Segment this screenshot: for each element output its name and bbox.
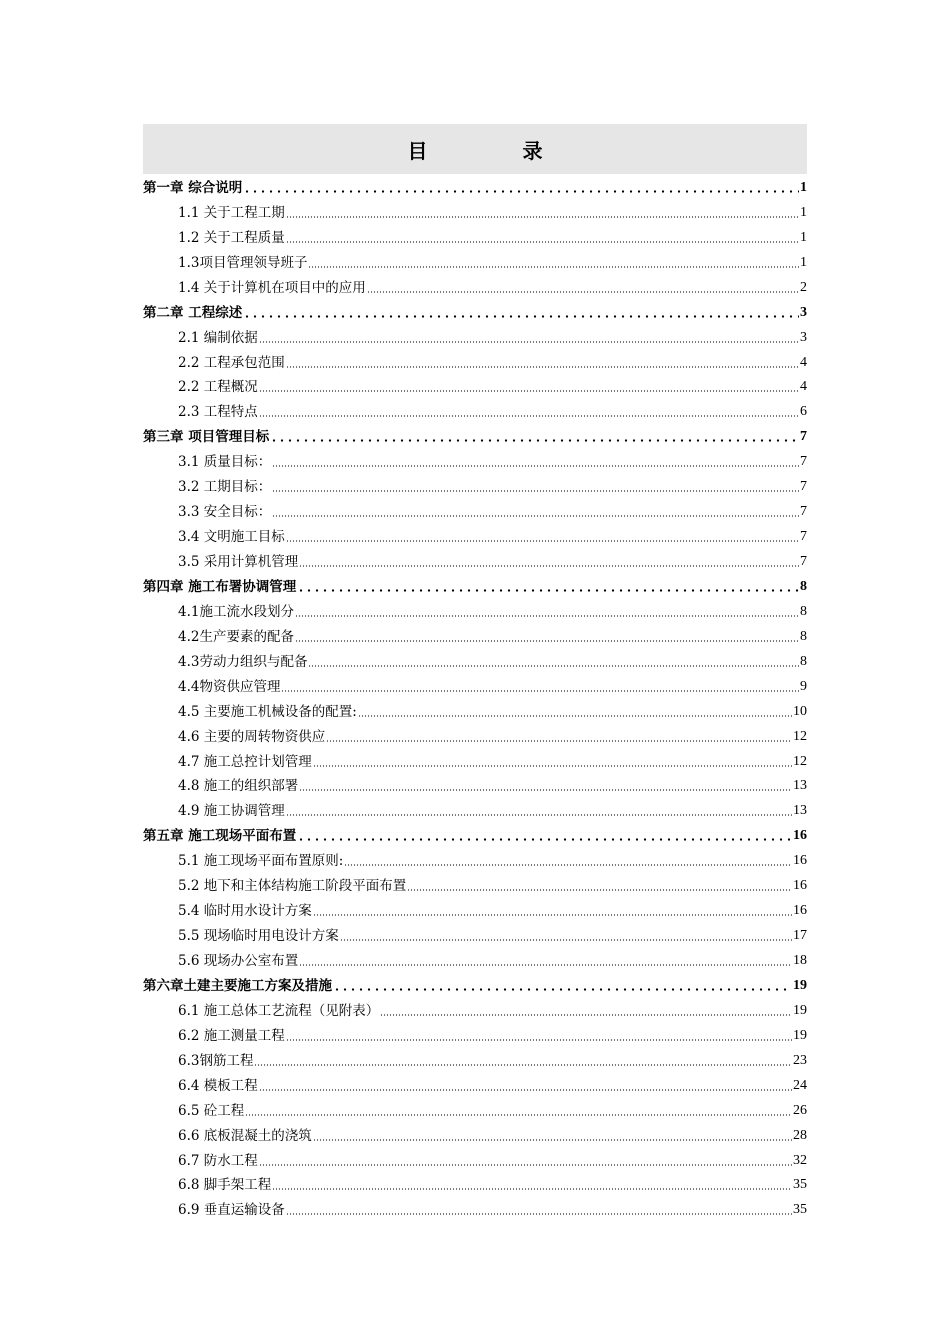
toc-dot-leader	[272, 465, 799, 467]
toc-entry-label: 2.3 工程特点	[178, 404, 258, 421]
toc-section-entry[interactable]	[143, 1196, 807, 1221]
toc-dot-leader	[326, 740, 792, 742]
toc-entry-label: 4.7 施工总控计划管理	[178, 753, 312, 770]
toc-section-entry[interactable]	[143, 1122, 807, 1147]
toc-section-entry[interactable]	[143, 623, 807, 648]
toc-section-entry[interactable]	[143, 1172, 807, 1197]
toc-section-entry[interactable]	[143, 673, 807, 698]
toc-dot-leader	[259, 1164, 792, 1166]
toc-entry-label: 1.4 关于计算机在项目中的应用	[178, 279, 366, 296]
toc-entry-label: 3.4 文明施工目标	[178, 529, 285, 546]
toc-entry-page-number: 35	[793, 1202, 807, 1218]
toc-dot-leader	[299, 789, 792, 791]
toc-entry-page-number: 19	[793, 977, 807, 993]
toc-entry-page-number: 8	[800, 628, 807, 644]
toc-entry-page-number: 7	[800, 529, 807, 545]
toc-entry-label: 2.1 编制依据	[178, 329, 258, 346]
toc-entry-label: 4.3劳动力组织与配备	[178, 653, 308, 670]
toc-entry-page-number: 1	[800, 204, 807, 220]
toc-entry-label: 4.1施工流水段划分	[178, 603, 294, 620]
toc-dot-leader	[272, 490, 799, 492]
toc-section-entry[interactable]	[143, 698, 807, 723]
toc-entry-label: 6.4 模板工程	[178, 1077, 258, 1094]
toc-entry-page-number: 35	[793, 1177, 807, 1193]
toc-dot-leader	[358, 715, 792, 717]
toc-entry-page-number: 10	[793, 703, 807, 719]
toc-dot-leader	[286, 540, 799, 542]
toc-section-entry[interactable]	[143, 548, 807, 573]
toc-entry-label: 4.9 施工协调管理	[178, 803, 285, 820]
toc-entry-label: 6.7 防水工程	[178, 1152, 258, 1169]
toc-entry-page-number: 2	[800, 279, 807, 295]
toc-entry-label: 6.2 施工测量工程	[178, 1027, 285, 1044]
toc-dot-leader	[299, 964, 792, 966]
toc-dot-leader	[295, 615, 799, 617]
toc-dot-leader	[286, 1213, 792, 1215]
toc-section-entry[interactable]	[143, 997, 807, 1022]
toc-entry-label: 3.3 安全目标：	[178, 504, 272, 521]
toc-entry-label: 4.6 主要的周转物资供应	[178, 728, 326, 745]
toc-section-entry[interactable]	[143, 773, 807, 798]
toc-entry-label: 5.5 现场临时用电设计方案	[178, 928, 339, 945]
toc-section-entry[interactable]	[143, 1072, 807, 1097]
toc-entry-page-number: 13	[793, 778, 807, 794]
toc-entry-page-number: 7	[800, 504, 807, 520]
toc-chapter-entry[interactable]	[143, 174, 807, 199]
toc-section-entry[interactable]	[143, 723, 807, 748]
toc-section-entry[interactable]	[143, 199, 807, 224]
toc-dot-leader	[243, 190, 799, 193]
toc-entry-label: 3.5 采用计算机管理	[178, 554, 299, 570]
toc-entry-label: 第六章土建主要施工方案及措施	[143, 977, 332, 994]
toc-entry-label: 5.6 现场办公室布置	[178, 953, 299, 969]
toc-entry-label: 6.5 砼工程	[178, 1102, 245, 1119]
toc-dot-leader	[313, 1139, 792, 1141]
toc-section-entry[interactable]	[143, 374, 807, 399]
toc-entry-page-number: 8	[800, 653, 807, 669]
toc-section-entry[interactable]	[143, 922, 807, 947]
toc-entry-label: 4.4物资供应管理	[178, 678, 281, 695]
toc-dot-leader	[259, 415, 799, 417]
toc-dot-leader	[313, 914, 792, 916]
toc-entry-page-number: 7	[800, 429, 807, 445]
toc-dot-leader	[272, 1188, 792, 1190]
toc-section-entry[interactable]	[143, 349, 807, 374]
toc-entry-label: 第一章 综合说明	[143, 179, 243, 196]
toc-entry-page-number: 6	[800, 404, 807, 420]
toc-dot-leader	[281, 690, 799, 692]
toc-dot-leader	[259, 1089, 792, 1091]
toc-dot-leader	[308, 665, 799, 667]
toc-entry-label: 6.1 施工总体工艺流程（见附表）	[178, 1002, 380, 1019]
toc-chapter-entry[interactable]	[143, 299, 807, 324]
toc-section-entry[interactable]	[143, 498, 807, 523]
toc-section-entry[interactable]	[143, 473, 807, 498]
toc-dot-leader	[259, 390, 799, 392]
toc-dot-leader	[308, 266, 799, 268]
toc-entry-page-number: 3	[800, 329, 807, 345]
toc-section-entry[interactable]	[143, 324, 807, 349]
toc-entry-label: 6.8 脚手架工程	[178, 1177, 272, 1194]
toc-entry-label: 5.1 施工现场平面布置原则:	[178, 853, 344, 870]
toc-entry-label: 第五章 施工现场平面布置	[143, 828, 297, 845]
toc-section-entry[interactable]	[143, 448, 807, 473]
toc-entry-page-number: 16	[793, 853, 807, 869]
toc-section-entry[interactable]	[143, 398, 807, 423]
toc-dot-leader	[245, 1114, 792, 1116]
toc-chapter-entry[interactable]	[143, 423, 807, 448]
toc-section-entry[interactable]	[143, 1147, 807, 1172]
toc-entry-label: 2.2 工程概况	[178, 379, 258, 396]
toc-entry-label: 第二章 工程综述	[143, 304, 243, 321]
toc-entry-page-number: 1	[800, 179, 807, 195]
toc-dot-leader	[254, 1064, 792, 1066]
toc-entry-page-number: 1	[800, 254, 807, 270]
toc-section-entry[interactable]	[143, 1047, 807, 1072]
toc-entry-label: 6.6 底板混凝土的浇筑	[178, 1127, 312, 1144]
toc-section-entry[interactable]	[143, 1097, 807, 1122]
toc-entry-page-number: 19	[793, 1027, 807, 1043]
toc-title: 目 录	[407, 138, 587, 163]
toc-entry-page-number: 24	[793, 1077, 807, 1093]
toc-section-entry[interactable]	[143, 648, 807, 673]
toc-entry-label: 1.3项目管理领导班子	[178, 254, 308, 271]
toc-entry-label: 1.1 关于工程工期	[178, 204, 285, 221]
toc-entry-page-number: 4	[800, 354, 807, 370]
toc-dot-leader	[272, 515, 799, 517]
toc-section-entry[interactable]	[143, 598, 807, 623]
toc-entry-page-number: 16	[793, 903, 807, 919]
toc-section-entry[interactable]	[143, 249, 807, 274]
toc-entry-page-number: 18	[793, 953, 807, 968]
toc-entry-page-number: 4	[800, 379, 807, 395]
toc-dot-leader	[297, 589, 799, 592]
toc-entry-label: 6.9 垂直运输设备	[178, 1202, 285, 1219]
toc-entry-page-number: 26	[793, 1102, 807, 1118]
toc-entry-page-number: 7	[800, 454, 807, 470]
toc-entry-label: 第四章 施工布署协调管理	[143, 578, 297, 595]
toc-section-entry[interactable]	[143, 872, 807, 897]
toc-entry-page-number: 32	[793, 1152, 807, 1168]
toc-entry-page-number: 7	[800, 554, 807, 569]
toc-dot-leader	[344, 864, 792, 866]
toc-entry-page-number: 9	[800, 678, 807, 694]
toc-section-entry[interactable]	[143, 224, 807, 249]
toc-entry-page-number: 8	[800, 578, 807, 594]
toc-entry-page-number: 16	[793, 878, 807, 894]
toc-entry-label: 1.2 关于工程质量	[178, 229, 285, 246]
toc-section-entry[interactable]	[143, 274, 807, 299]
toc-dot-leader	[407, 889, 792, 891]
toc-entry-page-number: 23	[793, 1052, 807, 1068]
toc-entry-label: 3.2 工期目标：	[178, 479, 272, 496]
toc-dot-leader	[313, 765, 792, 767]
toc-dot-leader	[297, 838, 792, 841]
toc-entry-page-number: 19	[793, 1002, 807, 1018]
toc-dot-leader	[295, 640, 799, 642]
toc-entry-label: 3.1 质量目标：	[178, 454, 272, 471]
table-of-contents	[143, 174, 807, 1221]
toc-section-entry[interactable]	[143, 797, 807, 822]
toc-chapter-entry[interactable]	[143, 573, 807, 598]
toc-section-entry[interactable]	[143, 1022, 807, 1047]
toc-entry-label: 5.2 地下和主体结构施工阶段平面布置	[178, 878, 407, 895]
toc-dot-leader	[286, 1039, 792, 1041]
toc-entry-page-number: 1	[800, 229, 807, 245]
toc-dot-leader	[259, 341, 799, 343]
toc-entry-label: 4.2生产要素的配备	[178, 628, 294, 645]
toc-entry-label: 第三章 项目管理目标	[143, 429, 270, 446]
toc-entry-label: 4.8 施工的组织部署	[178, 778, 299, 795]
toc-entry-page-number: 17	[793, 928, 807, 944]
toc-entry-label: 4.5 主要施工机械设备的配置:	[178, 703, 357, 720]
toc-entry-label: 2.2 工程承包范围	[178, 354, 285, 371]
toc-section-entry[interactable]	[143, 847, 807, 872]
toc-entry-page-number: 16	[793, 828, 807, 844]
toc-entry-page-number: 3	[800, 304, 807, 320]
toc-entry-page-number: 8	[800, 603, 807, 619]
toc-entry-label: 5.4 临时用水设计方案	[178, 903, 312, 920]
toc-dot-leader	[367, 291, 799, 293]
toc-dot-leader	[286, 241, 799, 243]
toc-entry-page-number: 12	[793, 728, 807, 744]
toc-section-entry[interactable]	[143, 523, 807, 548]
toc-dot-leader	[243, 315, 799, 318]
toc-entry-page-number: 13	[793, 803, 807, 819]
toc-chapter-entry[interactable]	[143, 822, 807, 847]
toc-dot-leader	[286, 216, 799, 218]
toc-entry-page-number: 7	[800, 479, 807, 495]
toc-dot-leader	[340, 939, 792, 941]
toc-entry-page-number: 28	[793, 1127, 807, 1143]
toc-title-bar	[143, 124, 807, 174]
toc-dot-leader	[333, 988, 792, 991]
toc-chapter-entry[interactable]	[143, 972, 807, 997]
toc-section-entry[interactable]	[143, 748, 807, 773]
toc-dot-leader	[380, 1014, 792, 1016]
toc-entry-page-number: 12	[793, 753, 807, 769]
toc-dot-leader	[270, 439, 799, 442]
toc-dot-leader	[286, 814, 792, 816]
toc-dot-leader	[286, 366, 799, 368]
toc-section-entry[interactable]	[143, 897, 807, 922]
toc-dot-leader	[299, 565, 799, 567]
toc-entry-label: 6.3钢筋工程	[178, 1052, 254, 1069]
toc-section-entry[interactable]	[143, 947, 807, 972]
